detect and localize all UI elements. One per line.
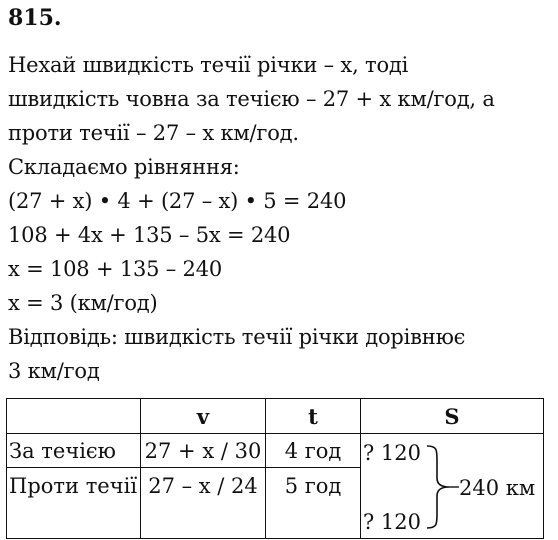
table-header-row <box>7 399 544 434</box>
time-cell: 5 год <box>266 468 361 539</box>
table-header-distance: S <box>361 399 544 434</box>
row-label: Проти течії <box>7 468 141 539</box>
equation-line: x = 3 (км/год) <box>8 291 158 315</box>
speed-cell: 27 + x / 30 <box>141 434 266 468</box>
motion-table <box>6 398 544 539</box>
speed-cell: 27 – x / 24 <box>141 468 266 539</box>
distance-block <box>361 438 543 535</box>
solution-line: швидкість човна за течією – 27 + x км/год, а <box>8 87 495 111</box>
problem-number: 815. <box>8 5 62 31</box>
right-brace-icon <box>425 444 459 530</box>
table-header-speed: v <box>141 399 266 434</box>
solution-line: Нехай швидкість течії річки – x, тоді <box>8 53 409 77</box>
distance-cell <box>361 434 544 539</box>
answer-line: Відповідь: швидкість течії річки дорівнює <box>8 325 466 349</box>
equation-line: 108 + 4x + 135 – 5x = 240 <box>8 223 291 247</box>
time-cell: 4 год <box>266 434 361 468</box>
solution-line: проти течії – 27 – x км/год. <box>8 121 299 145</box>
table-header-empty <box>7 399 141 434</box>
row-label: За течією <box>7 434 141 468</box>
answer-line: 3 км/год <box>8 359 100 383</box>
equation-line: (27 + x) • 4 + (27 – x) • 5 = 240 <box>8 189 347 213</box>
table-header-time: t <box>266 399 361 434</box>
distance-value-upstream: ? 120 <box>363 440 422 465</box>
solution-line: Складаємо рівняння: <box>8 155 240 179</box>
table-row <box>7 434 544 468</box>
solution-text <box>8 48 548 388</box>
distance-total: 240 км <box>459 475 536 500</box>
equation-line: x = 108 + 135 – 240 <box>8 257 223 281</box>
distance-value-downstream: ? 120 <box>363 509 422 534</box>
